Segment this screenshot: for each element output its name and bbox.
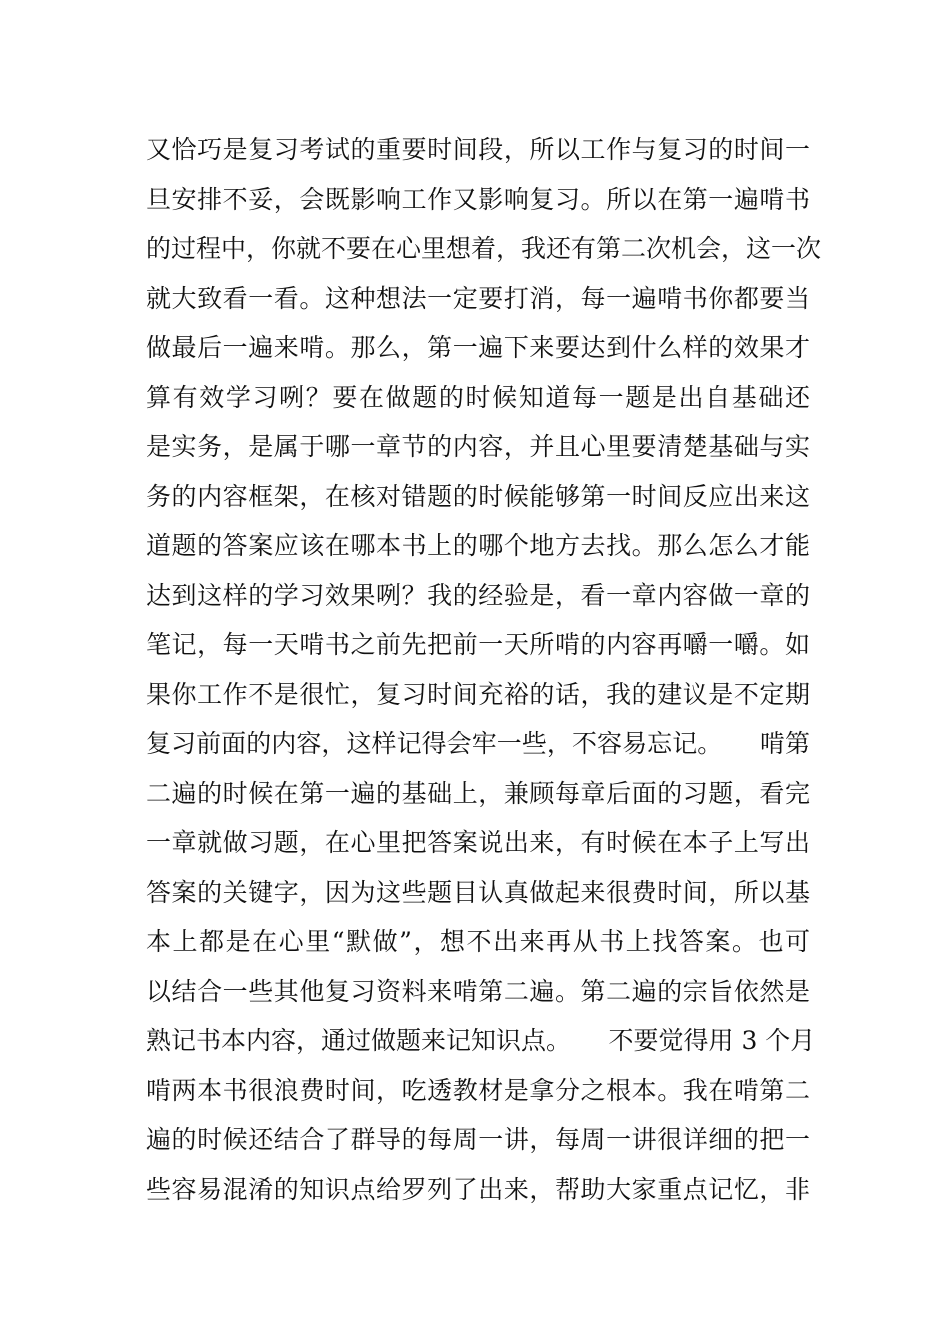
text-line: 二遍的时候在第一遍的基础上，兼顾每章后面的习题，看完 — [146, 778, 810, 808]
text-line: 又恰巧是复习考试的重要时间段，所以工作与复习的时间一 — [146, 135, 810, 164]
text-line: 复习前面的内容，这样记得会牢一些，不容易忘记。 啃第 — [146, 729, 810, 758]
text-line: 果你工作不是很忙，复习时间充裕的话，我的建议是不定期 — [146, 679, 810, 709]
text-line: 些容易混淆的知识点给罗列了出来，帮助大家重点记忆，非 — [146, 1174, 810, 1204]
text-line: 啃两本书很浪费时间，吃透教材是拿分之根本。我在啃第二 — [146, 1075, 810, 1105]
text-line: 笔记，每一天啃书之前先把前一天所啃的内容再嚼一嚼。如 — [146, 630, 810, 659]
text-line: 做最后一遍来啃。那么，第一遍下来要达到什么样的效果才 — [146, 333, 810, 362]
text-line: 遍的时候还结合了群导的每周一讲，每周一讲很详细的把一 — [146, 1125, 810, 1154]
text-line: 是实务，是属于哪一章节的内容，并且心里要清楚基础与实 — [146, 432, 810, 461]
text-line: 达到这样的学习效果咧？我的经验是，看一章内容做一章的 — [146, 580, 810, 610]
text-line: 熟记书本内容，通过做题来记知识点。 不要觉得用 3 个月 — [146, 1026, 816, 1055]
text-line: 务的内容框架，在核对错题的时候能够第一时间反应出来这 — [146, 481, 810, 511]
text-line: 旦安排不妥，会既影响工作又影响复习。所以在第一遍啃书 — [146, 184, 810, 214]
text-line: 算有效学习咧？要在做题的时候知道每一题是出自基础还 — [146, 382, 810, 412]
text-line: 一章就做习题，在心里把答案说出来，有时候在本子上写出 — [146, 828, 810, 857]
text-line: 本上都是在心里“默做”，想不出来再从书上找答案。也可 — [146, 927, 810, 956]
text-line: 答案的关键字，因为这些题目认真做起来很费时间，所以基 — [146, 877, 810, 907]
text-line: 以结合一些其他复习资料来啃第二遍。第二遍的宗旨依然是 — [146, 976, 810, 1006]
text-line: 的过程中，你就不要在心里想着，我还有第二次机会，这一次 — [146, 234, 822, 263]
body-text — [146, 125, 822, 1214]
text-line: 就大致看一看。这种想法一定要打消，每一遍啃书你都要当 — [146, 283, 810, 313]
text-line: 道题的答案应该在哪本书上的哪个地方去找。那么怎么才能 — [146, 531, 810, 560]
